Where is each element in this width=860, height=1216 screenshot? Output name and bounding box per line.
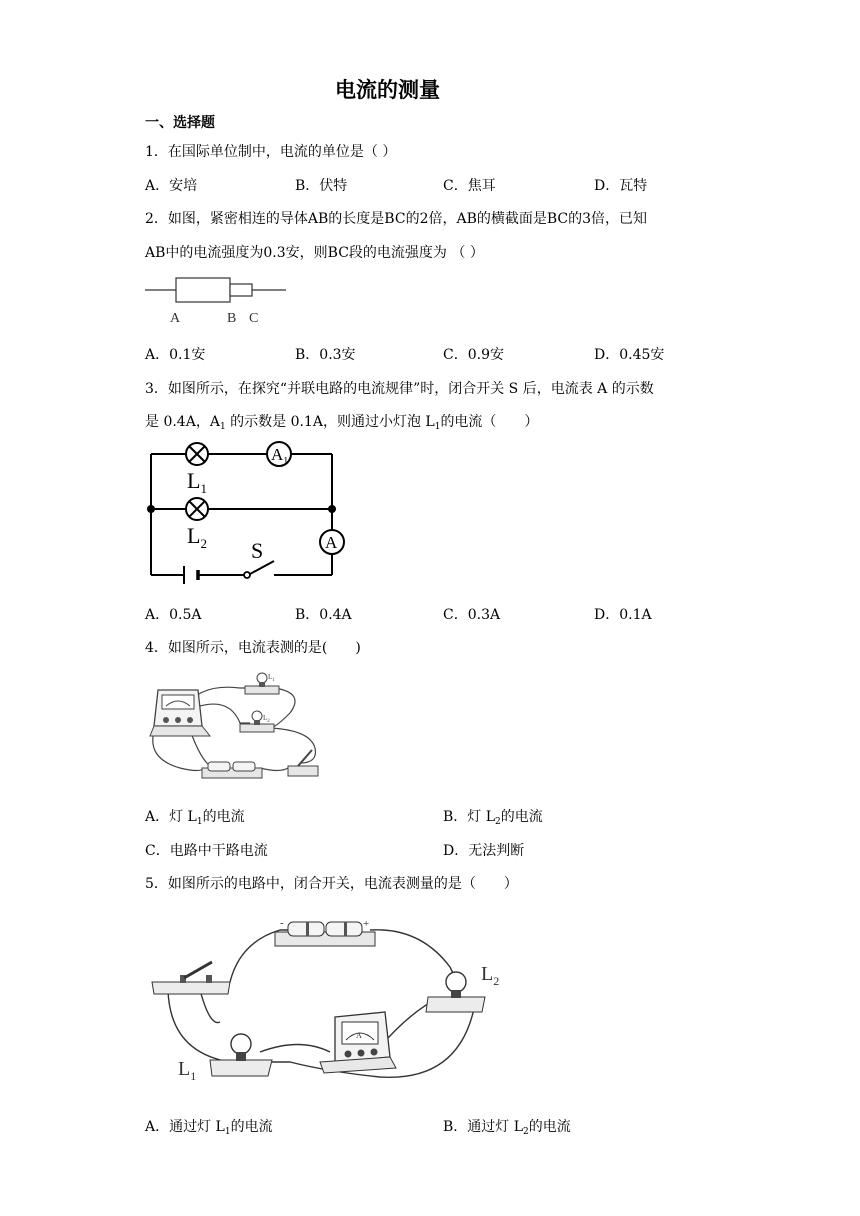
question-4-text: 4．如图所示，电流表测的是( ) (145, 640, 361, 656)
svg-text:-: - (280, 917, 284, 929)
question-1-text: 1．在国际单位制中，电流的单位是（ ） (145, 144, 397, 160)
switch-icon (152, 962, 230, 994)
q3-option-c: C．0.3A (443, 607, 501, 623)
svg-text:L2: $L_2$ (263, 714, 270, 724)
q2-option-d: D．0.45安 (594, 347, 665, 363)
lamp-l2-label: $L_2$ (187, 523, 207, 551)
battery-icon (275, 922, 375, 946)
lamp-l2-label: $L_2$ (481, 963, 500, 988)
label-a: A (170, 311, 181, 326)
lamp-l1-label: $L_1$ (187, 468, 207, 496)
q2-option-c: C．0.9安 (443, 347, 504, 363)
question-2-line-1: 2．如图，紧密相连的导体AB的长度是BC的2倍，AB的横截面是BC的3倍，已知 (145, 211, 648, 227)
page-title: 电流的测量 (335, 78, 440, 102)
q1-option-d: D．瓦特 (594, 178, 648, 194)
q1-option-b: B．伏特 (295, 178, 348, 194)
label-b: B (227, 311, 237, 326)
q5-option-b: B．通过灯 $L_2$的电流 (443, 1119, 571, 1137)
q4-option-a: A．灯 $L_1$的电流 (145, 809, 245, 827)
question-5-text: 5．如图所示的电路中，闭合开关，电流表测量的是（ ） (145, 876, 518, 892)
ammeter-icon (320, 1012, 396, 1073)
parallel-circuit-diagram (140, 440, 350, 585)
svg-text:L1: $L_1$ (268, 673, 275, 683)
lamp-l1-icon (186, 443, 208, 465)
section-heading: 一、选择题 (145, 115, 215, 131)
lamp-l1-icon (210, 1034, 272, 1076)
q2-option-b: B．0.3安 (295, 347, 356, 363)
ammeter-a-label: A (325, 533, 338, 552)
q4-option-c: C．电路中干路电流 (145, 843, 268, 859)
q4-option-b: B．灯 $L_2$的电流 (443, 809, 543, 827)
q1-option-c: C．焦耳 (443, 178, 496, 194)
label-c: C (249, 311, 259, 326)
lamp-l1-icon (245, 673, 279, 694)
lamp-l2-icon (426, 972, 485, 1012)
q1-option-a: A．安培 (145, 178, 198, 194)
q2-option-a: A．0.1安 (145, 347, 206, 363)
switch-s-label: S (251, 538, 264, 563)
question-2-line-2: AB中的电流强度为0.3安，则BC段的电流强度为 （ ） (145, 245, 484, 261)
lamp-l1-label: $L_1$ (178, 1058, 197, 1083)
lamp-l2-icon (186, 498, 208, 520)
q3-option-a: A．0.5A (145, 607, 202, 623)
battery-icon (202, 762, 262, 778)
q3-option-b: B．0.4A (295, 607, 352, 623)
svg-text:+: + (363, 918, 370, 930)
conductor-ab-bc-figure (140, 272, 300, 328)
q3-option-d: D．0.1A (594, 607, 652, 623)
ammeter-icon (150, 690, 210, 736)
q5-option-a: A．通过灯 $L_1$的电流 (145, 1119, 273, 1137)
question-3-line-1: 3．如图所示，在探究“并联电路的电流规律”时，闭合开关 S 后，电流表 A 的示数 (145, 381, 654, 397)
question-3-line-2: 是 0.4A，$A_1$ 的示数是 0.1A，则通过小灯泡 $L_1$的电流（ ） (145, 414, 539, 432)
ammeter-a1-label: $A_1$ (271, 445, 289, 467)
svg-text:A: A (356, 1031, 362, 1040)
q4-option-d: D．无法判断 (443, 843, 525, 859)
circuit-photo-figure-4 (140, 668, 320, 788)
circuit-photo-figure-5 (140, 912, 520, 1092)
